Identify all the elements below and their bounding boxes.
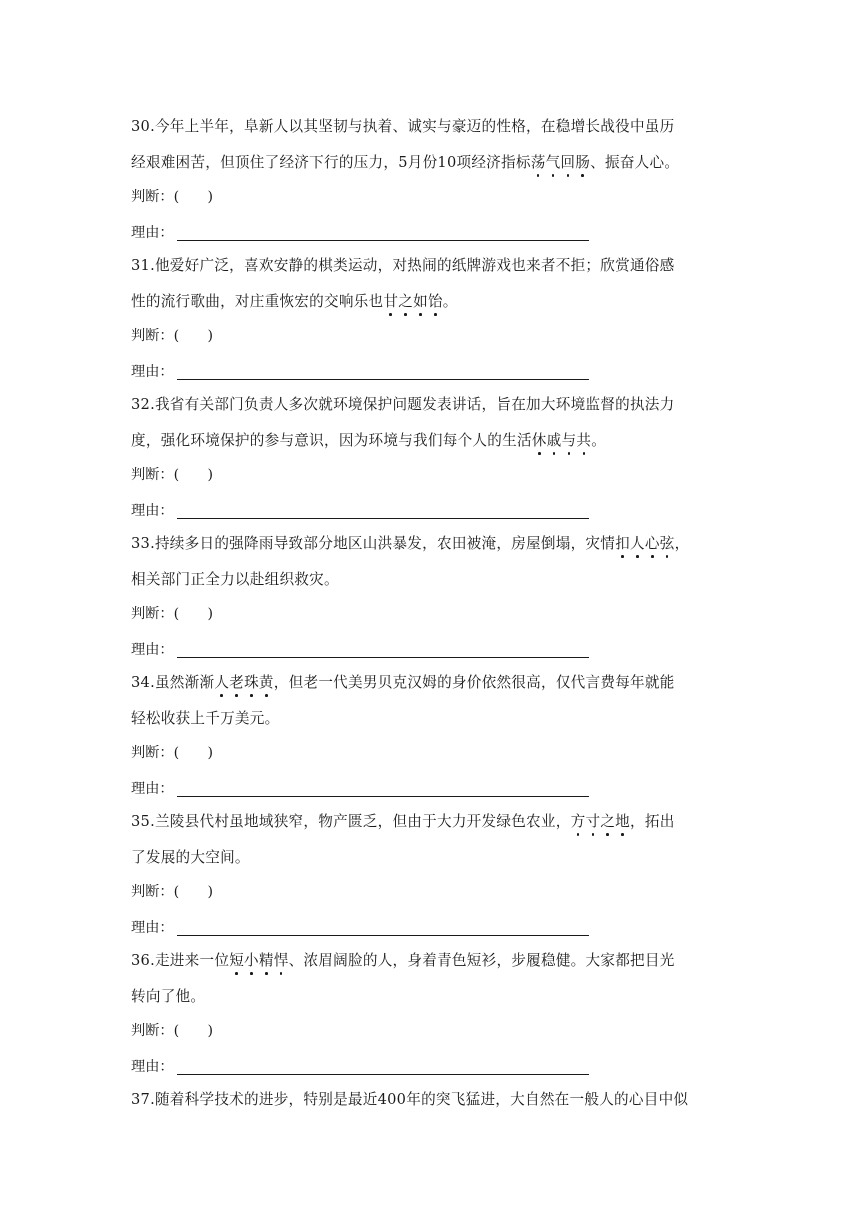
judgment-label: 判断：( ) xyxy=(131,884,214,900)
judgment-label: 判断：( ) xyxy=(131,1023,214,1039)
text-segment: 30.今年上半年，阜新人以其坚韧与执着、诚实与豪迈的性格，在稳增长战役中虽历 xyxy=(131,118,675,135)
emphasized-idiom: 方寸之地 xyxy=(570,813,631,830)
text-segment: 度，强化环境保护的参与意识，因为环境与我们每个人的生活 xyxy=(131,432,532,449)
reason-answer-line[interactable] xyxy=(177,657,589,658)
text-segment: 经艰难困苦，但顶住了经济下行的压力，5月份10项经济指标 xyxy=(131,154,531,171)
question-text-line xyxy=(131,812,675,832)
emphasized-idiom: 甘之如饴 xyxy=(383,293,443,310)
reason-answer-line[interactable] xyxy=(177,379,589,380)
question-text-line xyxy=(131,848,250,868)
question-text-line xyxy=(131,153,679,173)
reason-label: 理由： xyxy=(131,364,174,380)
question-text-line xyxy=(131,256,675,276)
text-segment: 了发展的大空间。 xyxy=(131,849,250,866)
text-segment: 转向了他。 xyxy=(131,988,206,1005)
emphasized-idiom: 扣人心弦 xyxy=(615,535,675,552)
question-text-line xyxy=(131,292,458,312)
emphasized-idiom: 荡气回肠 xyxy=(530,154,591,171)
judgment-label: 判断：( ) xyxy=(131,745,214,761)
question-text-line xyxy=(131,709,279,729)
text-segment: 。 xyxy=(442,293,458,310)
reason-label: 理由： xyxy=(131,920,174,936)
text-segment: 、浓眉阔脸的人，身着青色短衫，步履稳健。大家都把目光 xyxy=(288,952,675,969)
question-text-line xyxy=(131,987,205,1007)
reason-label: 理由： xyxy=(131,642,174,658)
judgment-label: 判断：( ) xyxy=(131,189,214,205)
text-segment: 32.我省有关部门负责人多次就环境保护问题发表讲话，旨在加大环境监督的执法力 xyxy=(131,396,675,413)
question-text-line xyxy=(131,117,675,137)
question-text-line xyxy=(131,570,339,590)
emphasized-idiom: 短小精悍 xyxy=(229,952,289,969)
text-segment: 相关部门正全力以赴组织救灾。 xyxy=(131,571,339,588)
reason-label: 理由： xyxy=(131,781,174,797)
text-segment: 36.走进来一位 xyxy=(131,952,230,969)
question-text-line xyxy=(131,951,675,971)
text-segment: 35.兰陵县代村虽地域狭窄，物产匮乏，但由于大力开发绿色农业， xyxy=(131,813,571,830)
text-segment: 。 xyxy=(591,432,607,449)
reason-answer-line[interactable] xyxy=(177,240,589,241)
reason-answer-line[interactable] xyxy=(177,1074,589,1075)
text-segment: 31.他爱好广泛，喜欢安静的棋类运动，对热闹的纸牌游戏也来者不拒；欣赏通俗感 xyxy=(131,257,675,274)
reason-label: 理由： xyxy=(131,225,174,241)
emphasized-idiom: 休戚与共 xyxy=(531,432,592,449)
question-text-line xyxy=(131,1090,688,1110)
reason-answer-line[interactable] xyxy=(177,935,589,936)
text-segment: 34.虽然渐渐 xyxy=(131,674,215,691)
question-text-line xyxy=(131,673,675,693)
reason-answer-line[interactable] xyxy=(177,518,589,519)
text-segment: 33.持续多日的强降雨导致部分地区山洪暴发，农田被淹，房屋倒塌，灾情 xyxy=(131,535,616,552)
text-segment: 37.随着科学技术的进步，特别是最近400年的突飞猛进，大自然在一般人的心目中似 xyxy=(131,1091,689,1108)
reason-answer-line[interactable] xyxy=(177,796,589,797)
text-segment: ，拓出 xyxy=(630,813,675,830)
question-text-line xyxy=(131,534,689,554)
emphasized-idiom: 人老珠黄 xyxy=(214,674,274,691)
judgment-label: 判断：( ) xyxy=(131,467,214,483)
reason-label: 理由： xyxy=(131,1059,174,1075)
judgment-label: 判断：( ) xyxy=(131,606,214,622)
text-segment: ， xyxy=(674,535,690,552)
text-segment: 轻松收获上千万美元。 xyxy=(131,710,280,727)
text-segment: 、振奋人心。 xyxy=(590,154,680,171)
question-text-line xyxy=(131,395,675,415)
text-segment: 性的流行歌曲，对庄重恢宏的交响乐也 xyxy=(131,293,384,310)
text-segment: ，但老一代美男贝克汉姆的身价依然很高，仅代言费每年就能 xyxy=(273,674,675,691)
question-text-line xyxy=(131,431,606,451)
reason-label: 理由： xyxy=(131,503,174,519)
judgment-label: 判断：( ) xyxy=(131,328,214,344)
